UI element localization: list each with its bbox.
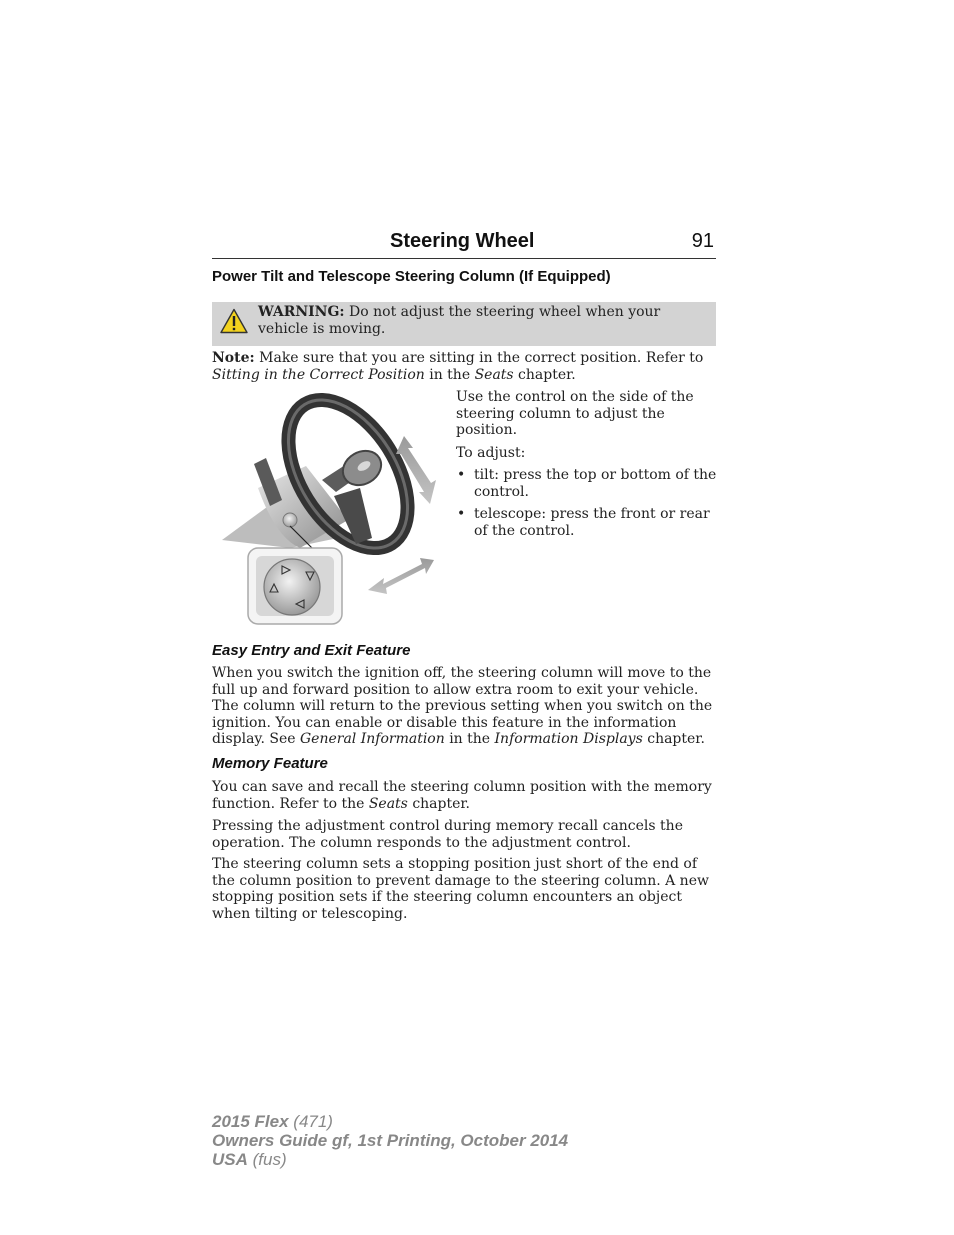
- memory-text: You can save and recall the steering column position with the memory function. Refer to the: [212, 779, 712, 812]
- warning-text: [258, 304, 708, 337]
- warning-label: WARNING:: [258, 304, 345, 320]
- warning-triangle-icon: [220, 308, 248, 334]
- footer-model: 2015 Flex: [212, 1112, 289, 1131]
- list-item: [456, 467, 718, 500]
- instructions-lead: To adjust:: [456, 444, 526, 461]
- memory-feature-title: Memory Feature: [212, 755, 328, 772]
- bullet-icon: •: [457, 506, 466, 522]
- easy-entry-chapter: Information Displays: [494, 731, 643, 747]
- footer-region-code: (fus): [247, 1150, 287, 1169]
- footer-region-line: [212, 1150, 568, 1169]
- list-item-text: telescope: press the front or rear of the control.: [474, 506, 710, 539]
- page-number: 91: [691, 230, 714, 252]
- telescope-arrow-icon: [368, 558, 434, 594]
- memory-chapter: Seats: [368, 795, 408, 812]
- page-footer: [212, 1112, 568, 1169]
- easy-entry-reference: General Information: [299, 731, 445, 747]
- easy-entry-text: chapter.: [642, 731, 705, 747]
- note-text: in the: [424, 366, 475, 383]
- easy-entry-text: in the: [444, 731, 495, 747]
- note-text: chapter.: [513, 366, 576, 383]
- note-chapter: Seats: [474, 366, 514, 383]
- easy-entry-paragraph: [212, 665, 718, 748]
- list-item: [456, 506, 718, 539]
- chapter-title: Steering Wheel: [390, 230, 535, 252]
- note-label: Note:: [212, 350, 255, 366]
- memory-paragraph: Pressing the adjustment control during memory recall cancels the operation. The column responds to the adjustment control.: [212, 818, 683, 851]
- instructions-intro: Use the control on the side of the steering column to adjust the position.: [456, 389, 694, 438]
- list-item-text: tilt: press the top or bottom of the control.: [474, 467, 717, 500]
- page-header: [212, 228, 716, 259]
- memory-paragraph: The steering column sets a stopping position just short of the end of the column position to prevent damage to the steering column. A new stopping position sets if the steering column encounters an object when tilting or telescoping.: [212, 856, 709, 922]
- note-reference: Sitting in the Correct Position: [212, 366, 425, 383]
- bullet-icon: •: [457, 467, 466, 483]
- note-text: Make sure that you are sitting in the correct position. Refer to: [254, 350, 704, 366]
- column-control: [283, 513, 297, 527]
- footer-region: USA: [212, 1150, 248, 1169]
- warning-box: [212, 302, 716, 346]
- instructions-column: [456, 389, 718, 545]
- easy-entry-title: Easy Entry and Exit Feature: [212, 642, 411, 659]
- note-paragraph: [212, 350, 716, 383]
- footer-model-code: (471): [288, 1112, 333, 1131]
- footer-guide-line: Owners Guide gf, 1st Printing, October 2014: [212, 1131, 569, 1150]
- footer-model-line: [212, 1112, 568, 1131]
- memory-text: chapter.: [407, 795, 471, 812]
- section-title: Power Tilt and Telescope Steering Column (If Equipped): [212, 268, 611, 285]
- steering-column-illustration: [220, 388, 446, 628]
- warning-body: Do not adjust the steering wheel when your vehicle is moving.: [258, 304, 661, 337]
- instructions-list: [456, 467, 718, 539]
- easy-entry-text: When you switch the ignition off, the steering column will move to the full up and forward position to allow extra room to exit your vehicle. The column will return to the previous setting when you switch on the ignition. You can enable or disable this feature in the information display. See: [212, 665, 713, 747]
- memory-paragraph: [212, 779, 718, 812]
